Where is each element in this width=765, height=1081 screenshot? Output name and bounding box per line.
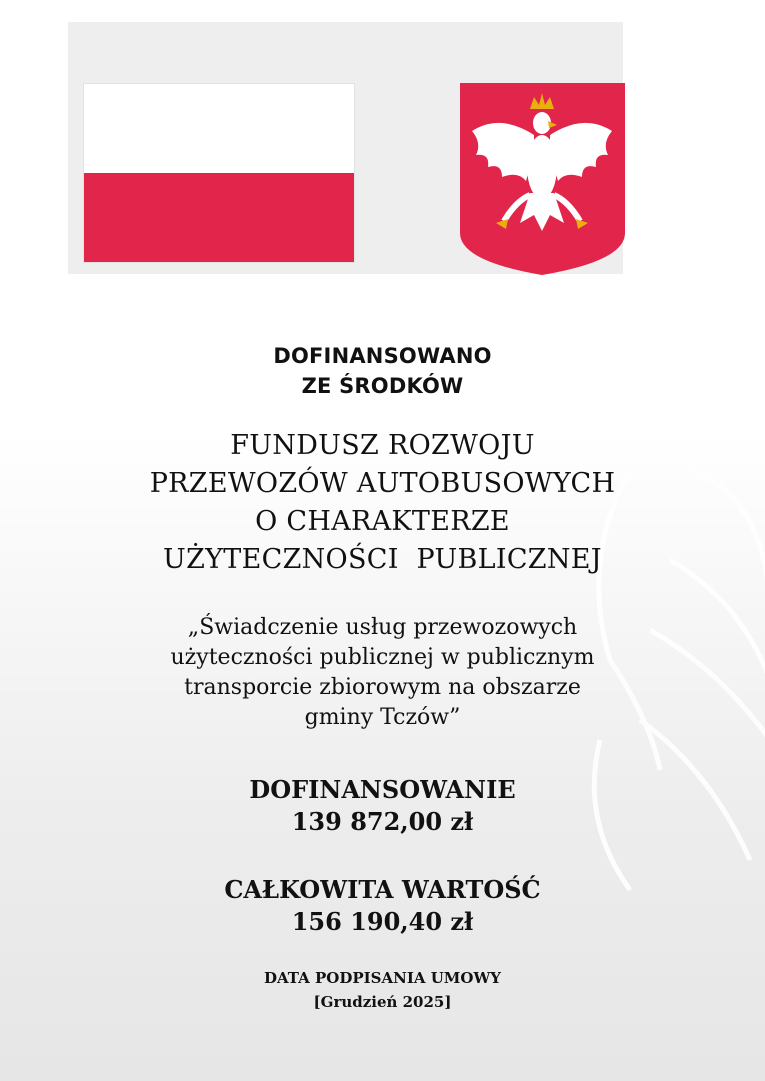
polish-flag-icon <box>84 84 354 262</box>
cofunding-block <box>0 774 765 838</box>
total-value-label: CAŁKOWITA WARTOŚĆ <box>224 875 541 904</box>
fund-line-3: O CHARAKTERZE <box>255 506 510 537</box>
total-value-amount: 156 190,40 zł <box>291 907 474 936</box>
agreement-date-block <box>0 966 765 1014</box>
header-line-2: ZE ŚRODKÓW <box>301 374 464 398</box>
polish-eagle-emblem-icon <box>460 83 625 275</box>
fund-line-2: PRZEWOZÓW AUTOBUSOWYCH <box>149 468 616 499</box>
project-line-1: „Świadczenie usług przewozowych <box>187 615 578 640</box>
cofunded-header <box>0 341 765 401</box>
project-line-3: transporcie zbiorowym na obszarze <box>184 675 581 700</box>
project-title <box>0 613 765 733</box>
cofunding-label: DOFINANSOWANIE <box>249 775 516 804</box>
total-value-block <box>0 874 765 938</box>
flag-red-stripe <box>84 173 354 262</box>
cofunding-amount: 139 872,00 zł <box>291 807 474 836</box>
flag-white-stripe <box>84 84 354 173</box>
fund-name <box>0 427 765 579</box>
agreement-date-value: [Grudzień 2025] <box>313 993 452 1011</box>
fund-line-4: UŻYTECZNOŚCI PUBLICZNEJ <box>163 544 602 575</box>
header-line-1: DOFINANSOWANO <box>273 344 492 368</box>
agreement-date-label: DATA PODPISANIA UMOWY <box>263 969 502 987</box>
project-line-2: użyteczności publicznej w publicznym <box>170 645 595 670</box>
fund-line-1: FUNDUSZ ROZWOJU <box>230 430 535 461</box>
project-line-4: gminy Tczów” <box>304 705 461 730</box>
